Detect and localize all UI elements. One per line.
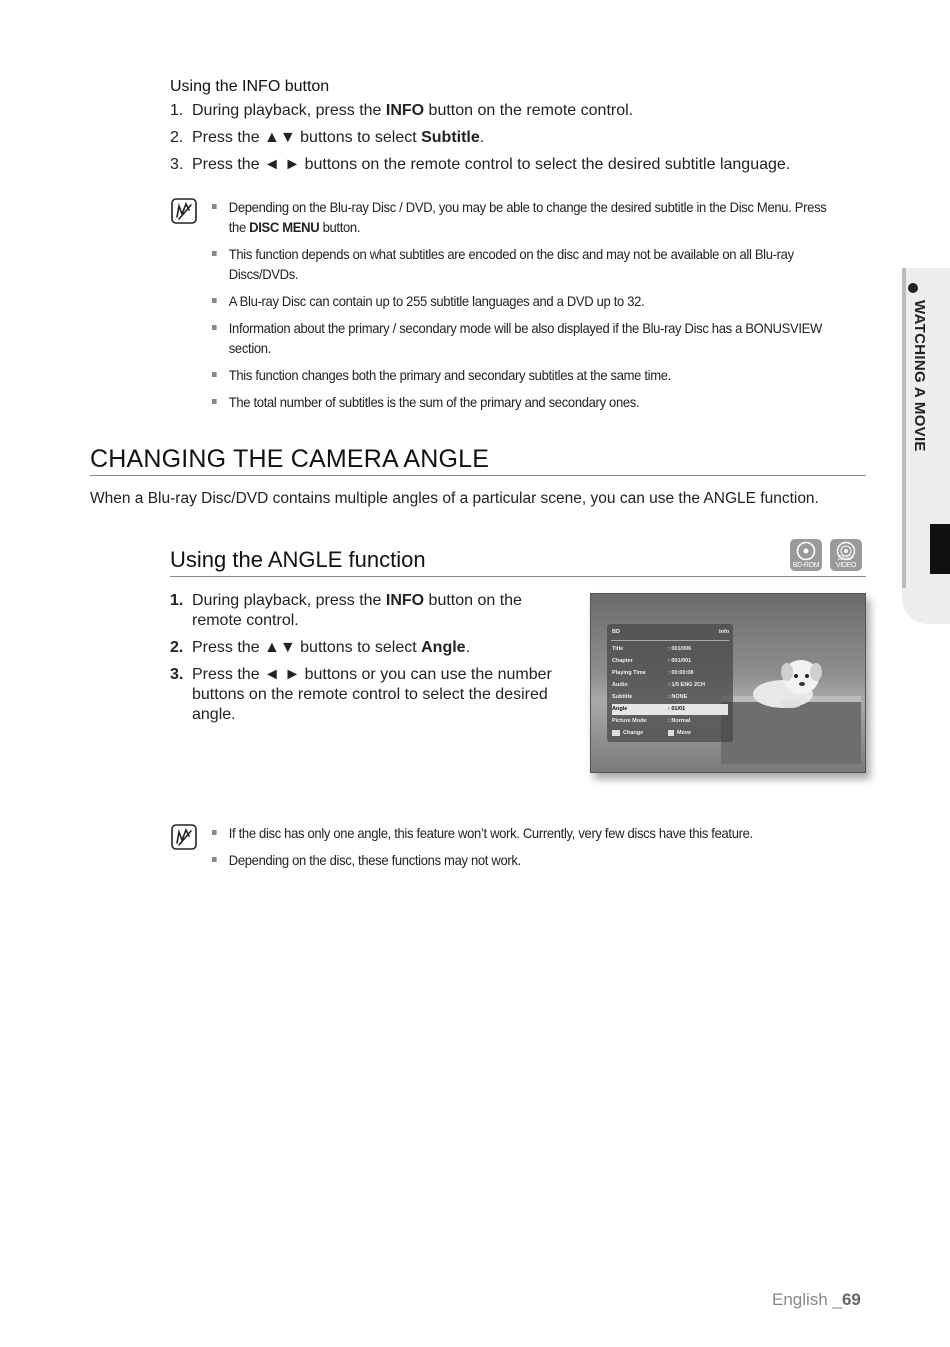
angle-steps-list [170,591,570,732]
info-screen-screenshot [590,593,866,773]
step-text: During playback, press the [192,592,386,609]
note-item [212,318,844,358]
step-number: 3. [170,666,184,683]
osd-row-key: Chapter [612,658,633,664]
step-item [170,591,570,631]
note-text: Depending on the disc, these functions may not work. [228,852,521,868]
note-item [212,850,844,870]
step-text-end: . [479,129,485,146]
note-item [212,244,844,284]
step-text-end: . [465,639,471,656]
osd-divider [611,640,729,641]
step-keyword: Angle [421,639,466,656]
step-item [170,101,870,121]
osd-row-key: Audio [612,682,628,688]
chapter-tab-label: WATCHING A MOVIE [911,300,928,452]
bullet-icon [908,283,918,293]
chapter-tab-label-wrap [902,300,932,510]
osd-row [612,704,728,715]
step-text-end: button on the remote control. [192,592,522,629]
bullet-square-icon [212,830,217,835]
step-number: 1. [170,102,184,119]
step-keyword: INFO [385,592,425,609]
lr-arrow-icon [612,730,620,736]
page-number: 69 [841,1290,861,1309]
osd-row-value: : 01/01 [668,706,686,712]
osd-row-key: Picture Mode [612,718,647,724]
osd-row-key: Playing Time [612,670,646,676]
ud-arrow-icon [668,730,674,736]
bullet-square-icon [212,251,217,256]
info-osd-panel [607,624,733,742]
step-number: 2. [170,129,184,146]
step-item [170,128,870,148]
osd-row-value: : Normal [668,718,691,724]
angle-notes-list [212,823,892,877]
bd-rom-disc-icon [790,539,822,571]
chapter-tab-marker [930,524,950,574]
bullet-square-icon [212,325,217,330]
osd-row-key: Angle [612,706,628,712]
page-footer [772,1290,861,1310]
bullet-square-icon [212,399,217,404]
angle-divider [170,576,866,577]
note-icon [171,824,197,850]
subtitle-notes-list [212,197,892,419]
info-button-subheading: Using the INFO button [170,78,330,95]
osd-row [612,656,728,667]
osd-header [612,627,728,638]
osd-row [612,644,728,655]
note-item [212,365,844,385]
dvd-video-disc-icon [830,539,862,571]
step-text: During playback, press the [192,102,386,119]
note-item [212,823,844,843]
bd-rom-label: BD-ROM [792,562,820,569]
step-text: Press the ▲▼ buttons to select [192,129,422,146]
osd-header-left: BD [612,629,620,635]
osd-row-value: : NONE [668,694,688,700]
note-icon [171,198,197,224]
bullet-square-icon [212,204,217,209]
step-text-end: button on the remote control. [424,102,634,119]
note-text: This function changes both the primary and secondary subtitles at the same time. [228,367,671,383]
puppy-image [721,644,861,764]
osd-row [612,716,728,727]
bullet-square-icon [212,298,217,303]
note-text: A Blu-ray Disc can contain up to 255 subtitle languages and a DVD up to 32. [228,293,645,309]
osd-footer [612,728,728,739]
osd-header-right: Info [719,629,730,635]
bullet-square-icon [212,372,217,377]
note-text: The total number of subtitles is the sum of the primary and secondary ones. [228,394,640,410]
dvd-video-label: DVD-VIDEO [835,555,857,569]
osd-row [612,692,728,703]
osd-row-value: : 00:00:08 [668,670,694,676]
step-keyword: Subtitle [421,129,480,146]
osd-row [612,668,728,679]
angle-subheading: Using the ANGLE function [170,547,426,572]
step-item [170,665,570,725]
note-text: If the disc has only one angle, this feature won’t work. Currently, very few discs have this feature. [228,825,753,841]
section-title: CHANGING THE CAMERA ANGLE [90,445,490,473]
section-divider [90,475,866,476]
osd-row-key: Title [612,646,624,652]
note-text: Information about the primary / secondary mode will be also displayed if the Blu-ray Disc has a BONUSVIEW section. [228,320,822,356]
osd-row-value: : 001/006 [668,646,692,652]
footer-language: English _ [772,1290,842,1309]
note-text: Depending on the Blu-ray Disc / DVD, you may be able to change the desired subtitle in the Disc Menu. Press the [228,199,827,235]
step-item [170,638,570,658]
note-text: This function depends on what subtitles are encoded on the disc and may not be available on all Blu-ray Discs/DVDs. [228,246,794,282]
info-steps-list [170,101,870,182]
bullet-square-icon [212,857,217,862]
step-text: Press the ▲▼ buttons to select [192,639,422,656]
osd-row [612,680,728,691]
note-item [212,392,844,412]
osd-row-value: : 1/5 ENG 2CH [668,682,705,688]
osd-row-key: Subtitle [612,694,633,700]
note-item [212,291,844,311]
osd-change-hint: Change [612,728,643,739]
step-text: Press the ◄ ► buttons or you can use the number buttons on the remote control to select the desired angle. [192,666,552,723]
step-number: 3. [170,156,184,173]
step-text: Press the ◄ ► buttons on the remote control to select the desired subtitle language. [192,156,791,173]
step-number: 1. [170,592,184,609]
step-keyword: INFO [385,102,425,119]
section-intro: When a Blu-ray Disc/DVD contains multiple angles of a particular scene, you can use the ANGLE function. [90,490,819,507]
note-text-end: button. [319,219,361,235]
step-number: 2. [170,639,184,656]
note-item [212,197,844,237]
osd-row-value: : 001/001 [668,658,692,664]
osd-move-hint: Move [668,728,691,739]
step-item [170,155,870,175]
note-keyword: DISC MENU [249,219,320,235]
